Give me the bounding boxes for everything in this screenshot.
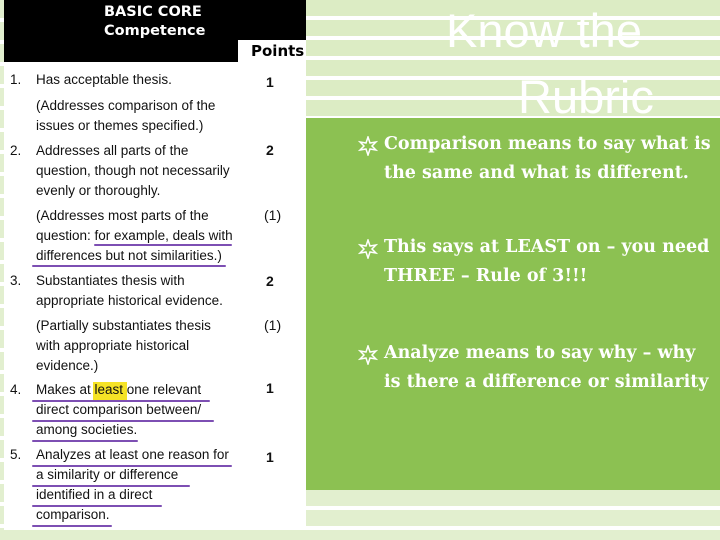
slide-title-line1: Know the [446,4,642,57]
item-subtext: question: for example, deals with [36,228,233,243]
item-text: a similarity or difference [36,467,179,482]
item-text: Analyzes at least one reason for [36,447,229,462]
bullet-star-icon [358,136,378,156]
item-text: Makes at least one relevant [36,382,202,397]
item-number: 3. [10,273,22,288]
rubric-image [4,0,306,530]
item-points: 1 [266,449,274,465]
rubric-title: BASIC CORE Competence [104,4,206,39]
item-number: 1. [10,72,22,87]
item-number: 2. [10,143,22,158]
item-subtext: differences but not similarities.) [36,248,222,263]
item-number: 4. [10,382,22,397]
bullet-text: Analyze means to say why – why is there a difference or similarity [384,343,709,392]
bullet-star-icon [358,345,378,365]
item-text: Has acceptable thesis. [36,72,172,87]
item-points: 2 [266,273,274,289]
underline-mark [32,440,138,442]
item-text: evenly or thoroughly. [36,183,161,198]
item-text: appropriate historical evidence. [36,293,223,308]
lower-stripes [306,490,720,540]
bullet-text: This says at LEAST on – you need THREE – Rule of 3!!! [384,237,710,286]
item-text: identified in a direct [36,487,153,502]
item-subtext: (Addresses comparison of the [36,98,216,113]
item-subtext: (Partially substantiates thesis [36,318,211,333]
bullet-star-icon [358,239,378,259]
item-text: direct comparison between/ [36,402,202,417]
item-subtext: with appropriate historical [36,338,190,353]
item-points: 2 [266,142,274,158]
item-text: among societies. [36,422,138,437]
item-number: 5. [10,447,22,462]
item-points: 1 [266,74,274,90]
item-points: (1) [264,317,282,333]
underline-mark [32,525,112,527]
item-points: 1 [266,380,274,396]
item-subtext: issues or themes specified.) [36,118,204,133]
item-points: (1) [264,207,282,223]
bullet-text: Comparison means to say what is the same and what is different. [384,134,711,183]
item-text: Substantiates thesis with [36,273,185,288]
item-subtext: (Addresses most parts of the [36,208,209,223]
item-text: Addresses all parts of the [36,143,189,158]
item-text: question, though not necessarily [36,163,230,178]
item-text: comparison. [36,507,110,522]
item-subtext: evidence.) [36,358,99,373]
points-header: Points [251,42,305,60]
slide-title-line2: Rubric [518,70,654,123]
